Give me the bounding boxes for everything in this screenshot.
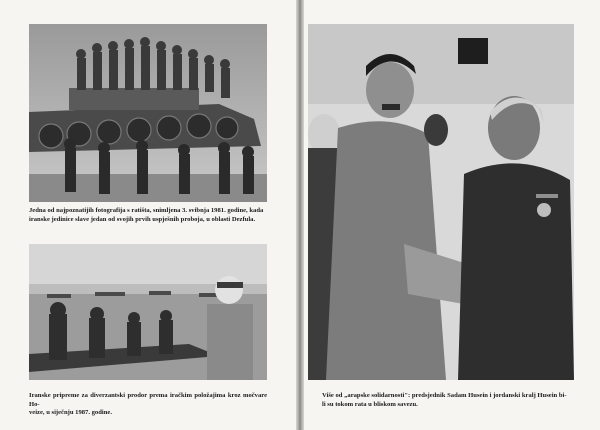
right-page	[304, 0, 600, 430]
book-gutter	[296, 0, 304, 430]
caption-marsh-line-1: Iranske pripreme za diverzantski prodor prema iračkim položajima kroz močvare Ho-	[29, 392, 267, 408]
caption-marsh-line-2: veize, u siječnju 1987. godine.	[29, 409, 112, 417]
caption-tank-photo	[29, 207, 267, 224]
caption-tank-line-1: Jedna od najpoznatijih fotografija s ratišta, snimljena 3. svibnja 1981. godine, kada	[29, 207, 264, 214]
caption-tank-line-2: iranske jedinice slave jedan od svojih prvih uspješnih proboja, u oblasti Dezfula.	[29, 215, 256, 223]
caption-leaders-line-2: li su tokom rata u bliskom savezu.	[322, 400, 418, 408]
photo-tank-soldiers	[29, 24, 267, 202]
photo-leaders-embrace	[308, 24, 574, 380]
photo-marsh-boats	[29, 244, 267, 380]
caption-leaders-line-1: Više od „arapske solidarnosti": predsjednik Sadam Husein i jordanski kralj Husein bi-	[322, 392, 567, 399]
left-page	[0, 0, 296, 430]
caption-marsh-photo	[29, 392, 267, 418]
caption-leaders-photo	[322, 392, 574, 409]
